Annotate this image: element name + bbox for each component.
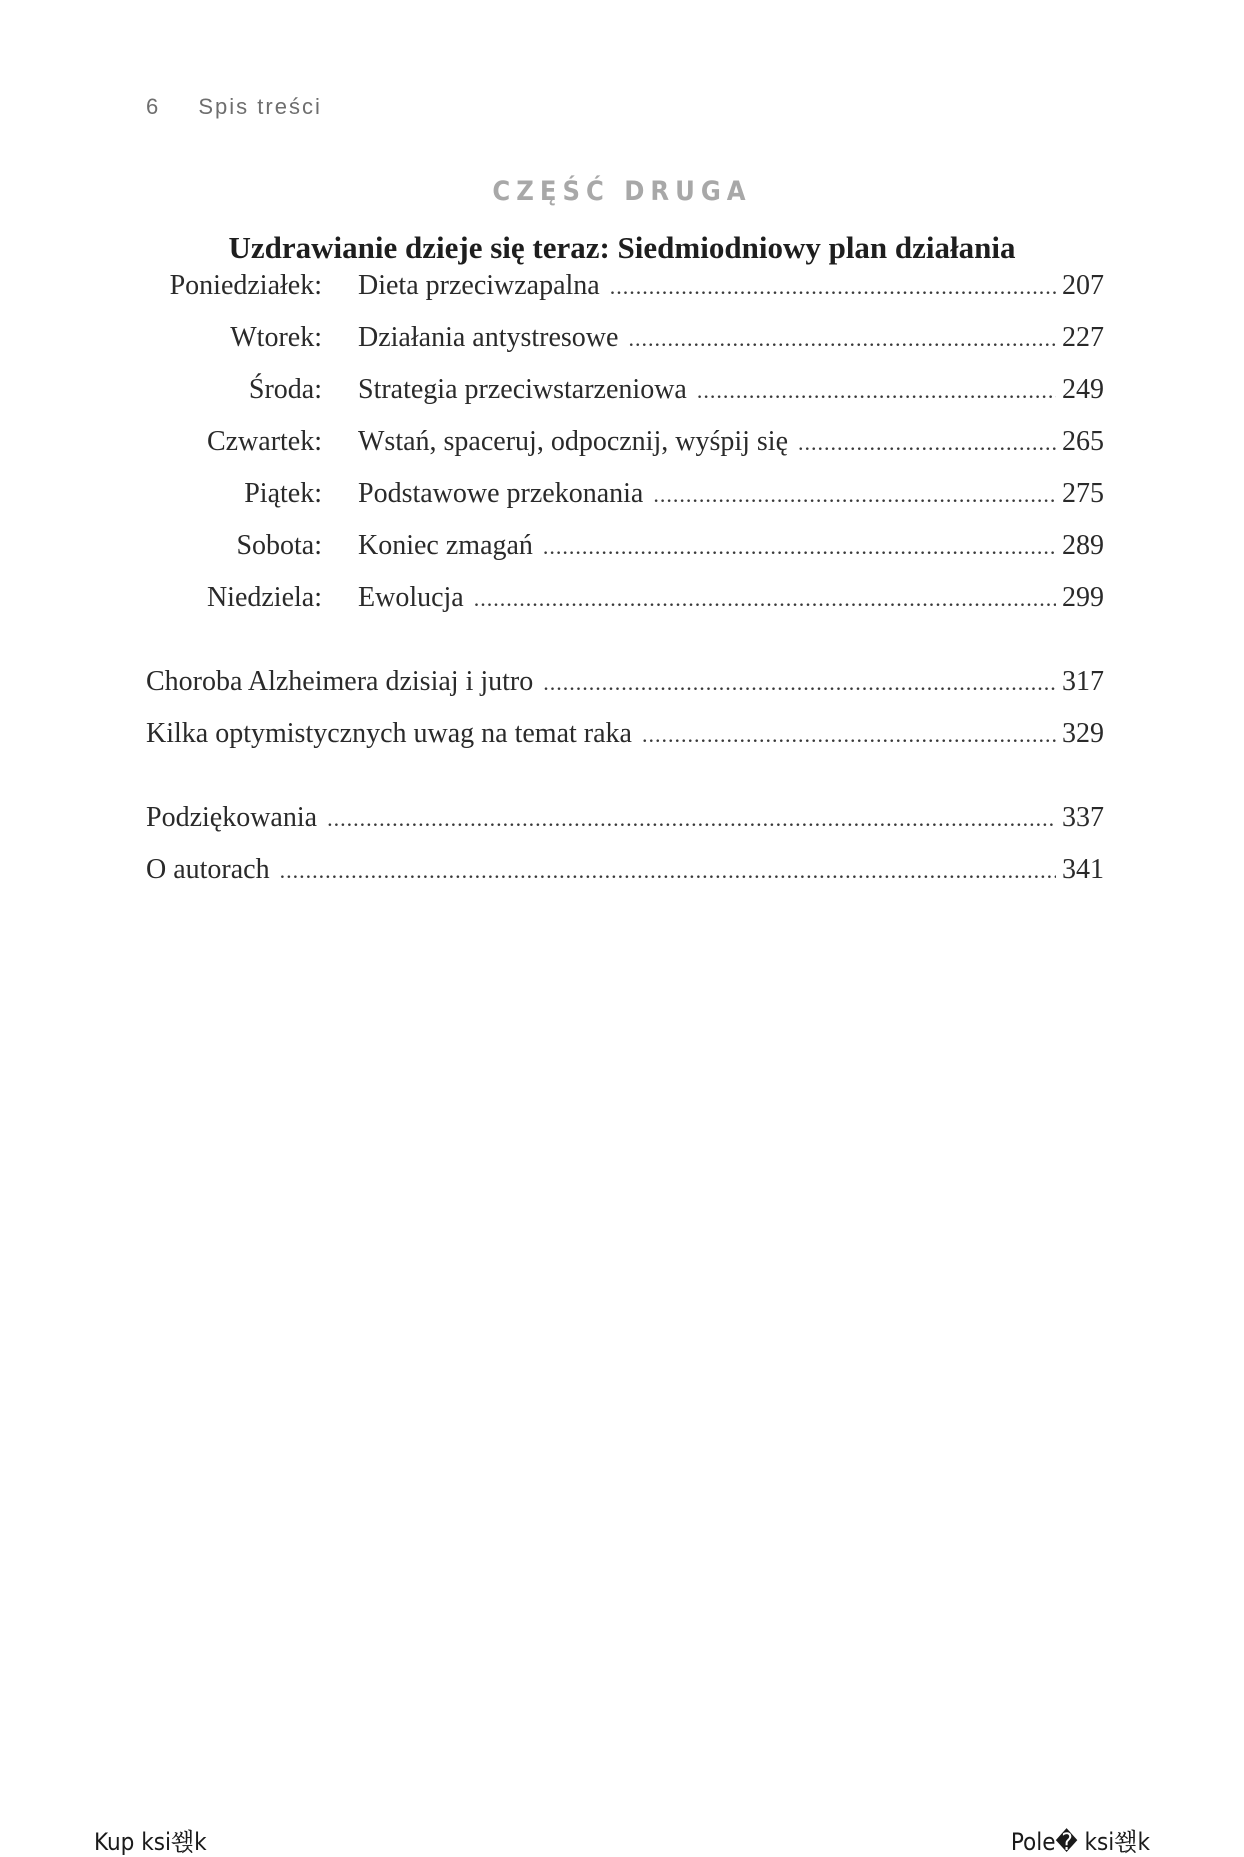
recommend-book-link[interactable]: Pole� ksi쐕k [1010, 1828, 1150, 1856]
day-label: Poniedziałek: [169, 270, 322, 301]
dot-leader [474, 579, 1056, 619]
toc-entry-page: 265 [1062, 426, 1104, 457]
dot-leader [543, 663, 1056, 703]
toc-entry-page: 337 [1062, 802, 1104, 833]
toc-entry-page: 329 [1062, 718, 1104, 749]
dot-leader [543, 527, 1056, 567]
buy-book-link[interactable]: Kup ksi쐕k [94, 1828, 207, 1856]
toc-entry[interactable] [146, 798, 1104, 838]
toc-entry-title: Strategia przeciwstarzeniowa [358, 374, 687, 405]
toc-entry-title: Podziękowania [146, 802, 318, 833]
dot-leader [327, 799, 1056, 839]
page-number: 6 [146, 94, 161, 119]
toc-entry-title: Podstawowe przekonania [358, 478, 644, 509]
day-label: Niedziela: [206, 582, 322, 613]
dot-leader [653, 475, 1056, 515]
dot-leader [697, 371, 1056, 411]
toc-entry-page: 227 [1062, 322, 1104, 353]
part-label: CZĘŚĆ DRUGA [492, 176, 752, 207]
toc-entry-title: Choroba Alzheimera dzisiaj i jutro [146, 666, 534, 697]
toc-entry[interactable] [146, 850, 1104, 890]
day-label: Wtorek: [230, 322, 322, 353]
toc-entry-title: Dieta przeciwzapalna [358, 270, 600, 301]
toc-entry[interactable] [358, 318, 1104, 358]
toc-entry[interactable] [358, 578, 1104, 618]
toc-entry[interactable] [358, 370, 1104, 410]
toc-entry-title: Koniec zmagań [358, 530, 533, 561]
day-label: Piątek: [244, 478, 322, 509]
day-label: Środa: [248, 374, 322, 405]
dot-leader [280, 851, 1056, 891]
toc-entry[interactable] [358, 474, 1104, 514]
toc-entry-title: Ewolucja [358, 582, 464, 613]
toc-entry-title: Kilka optymistycznych uwag na temat raka [146, 718, 632, 749]
toc-entry-page: 249 [1062, 374, 1104, 405]
toc-entry-title: Wstań, spaceruj, odpocznij, wyśpij się [358, 426, 789, 457]
dot-leader [610, 267, 1056, 307]
section-name: Spis treści [198, 94, 322, 119]
toc-entry[interactable] [358, 526, 1104, 566]
dot-leader [798, 423, 1056, 463]
day-label: Sobota: [236, 530, 322, 561]
dot-leader [642, 715, 1056, 755]
toc-entry-page: 275 [1062, 478, 1104, 509]
toc-entry-title: Działania antystresowe [358, 322, 619, 353]
part-title: Uzdrawianie dzieje się teraz: Siedmiodniowy plan działania [228, 230, 1016, 265]
toc-entry[interactable] [146, 714, 1104, 754]
toc-entry-title: O autorach [146, 854, 270, 885]
toc-entry[interactable] [358, 422, 1104, 462]
toc-entry[interactable] [146, 662, 1104, 702]
day-label: Czwartek: [206, 426, 322, 457]
toc-entry[interactable] [358, 266, 1104, 306]
toc-entry-page: 289 [1062, 530, 1104, 561]
toc-entry-page: 341 [1062, 854, 1104, 885]
toc-entry-page: 207 [1062, 270, 1104, 301]
dot-leader [628, 319, 1056, 359]
toc-entry-page: 317 [1062, 666, 1104, 697]
running-head [146, 94, 322, 120]
toc-entry-page: 299 [1062, 582, 1104, 613]
